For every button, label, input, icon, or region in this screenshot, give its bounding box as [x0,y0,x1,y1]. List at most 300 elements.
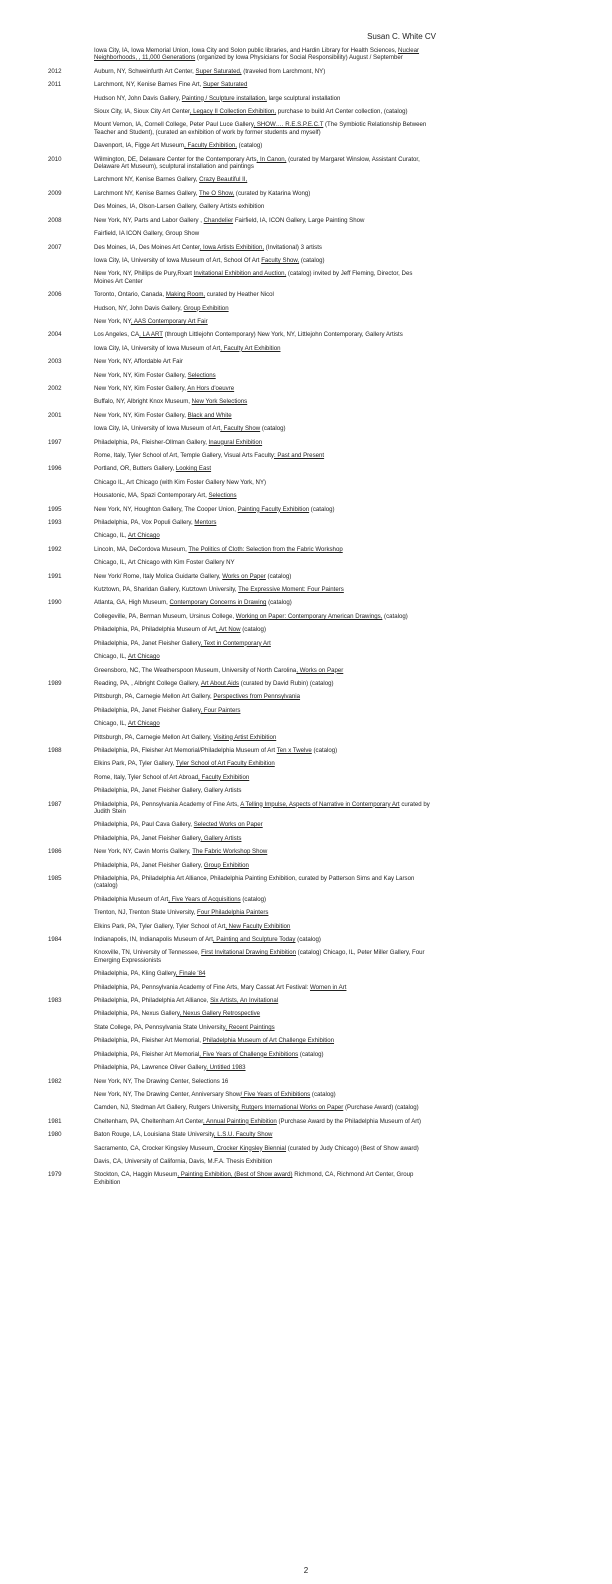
exhibition-entry [0,532,612,539]
exhibition-title: , L.S.U. Faculty Show [213,1131,273,1139]
entry-detail: Philadelphia, PA, Fleisher-Ollman Gallery, [94,438,209,446]
entry-text [94,1078,430,1085]
entry-year: 2003 [48,358,62,366]
exhibition-entry [0,506,612,513]
entry-detail: (Invitational) 3 artists [264,243,322,251]
entry-detail: (catalog) invited by Jeff Fleming, Director, Des Moines Art Center [94,270,413,285]
entry-year [0,787,94,794]
entry-text [94,108,430,115]
entry-year: 2012 [48,67,62,75]
exhibition-entry [0,653,612,660]
entry-detail: New York, NY, Kim Foster Gallery, [94,411,188,419]
entry-detail: Wilmington, DE, Delaware Center for the Contemporary Arts [94,155,257,163]
entry-year [0,949,94,964]
entry-detail: Pittsburgh, PA, Carnegie Mellon Art Gallery, [94,693,214,701]
entry-year [0,1091,94,1098]
entry-year: 1986 [48,848,62,856]
entry-text [94,81,430,88]
exhibition-entry [0,1064,612,1071]
entry-detail: Greensboro, NC, The Weatherspoon Museum, University of North Carolina [94,666,297,674]
exhibition-entry [0,519,612,526]
exhibition-entry [0,1010,612,1017]
exhibition-entry [0,398,612,405]
exhibition-title: A Telling Impulse, Aspects of Narrative in Contemporary Art [240,800,400,808]
entry-year [0,318,94,325]
exhibition-entry [0,693,612,700]
entry-detail: Philadelphia, PA, Vox Populi Gallery, [94,519,195,527]
entry-detail: (catalog) [295,936,321,944]
exhibition-title: An Hors d'oeuvre [187,384,235,392]
entry-year [0,532,94,539]
entry-year [0,108,94,115]
entry-detail: Des Moines, IA, Olson-Larsen Gallery, Gallery Artists exhibition [94,203,265,211]
entry-text [94,217,430,224]
entry-detail: Fairfield, IA, ICON Gallery, Large Painting Show [233,216,365,224]
exhibition-title: The Fabric Workshop Show [192,848,268,856]
entry-detail: Fairfield, IA ICON Gallery, Group Show [94,230,200,238]
exhibition-entry [0,747,612,754]
exhibition-entry [0,707,612,714]
entry-detail: New York, NY, Cavin Morris Gallery, [94,848,193,856]
exhibition-entry [0,862,612,869]
entry-detail: Philadelphia, PA, Fleisher Art Memorial/Philadelphia Museum of Art [94,746,277,754]
exhibition-entry [0,599,612,606]
entry-detail: (catalog) [240,626,266,634]
exhibition-entry [0,439,612,446]
entry-detail: curated by Heather Nicol [205,291,274,299]
entry-text [94,896,430,903]
entry-detail: Philadelphia, PA, Nexus Gallery [94,1010,180,1018]
entry-year [0,452,94,459]
exhibition-entry [0,142,612,149]
entry-year [0,1145,94,1152]
exhibition-entry [0,452,612,459]
entry-year [0,203,94,210]
entry-detail: (catalog) [310,1090,336,1098]
entry-detail: (catalog) Chicago, IL, Peter Miller Gallery, Four Emerging Expressionists [94,949,425,964]
entry-text [94,1010,430,1017]
entry-text [94,970,430,977]
exhibition-title: Selections [187,371,216,379]
exhibition-title: , Works on Paper [296,666,344,674]
exhibition-title: Crazy Beautiful II, [199,176,248,184]
exhibition-entry [0,479,612,486]
exhibition-entry [0,586,612,593]
entry-text [94,1051,430,1058]
entry-year: 2008 [48,216,62,224]
exhibition-title: Invitational Exhibition and Auction, [193,270,287,278]
entry-year: 1982 [48,1077,62,1085]
entry-detail: Davenport, IA, Figge Art Museum [94,142,185,150]
exhibition-entry [0,270,612,285]
entry-detail: (curated by Katarina Wong) [234,189,311,197]
entry-detail: Sacramento, CA, Crocker Kingsley Museum [94,1144,214,1152]
exhibition-entry [0,680,612,687]
entry-detail: Philadelphia, PA, Janet Fleisher Gallery [94,706,201,714]
entry-text [94,760,430,767]
entry-detail: Chicago, IL, [94,720,128,728]
exhibition-entry [0,801,612,816]
exhibition-entry [0,559,612,566]
entry-year [0,1024,94,1031]
entry-detail: New York, NY, Affordable Art Fair [94,358,183,366]
entry-detail: Larchmont, NY, Kenise Barnes Fine Art, [94,81,203,89]
exhibition-entry [0,774,612,781]
entry-text [94,257,430,264]
entry-detail: New York, NY, Phillips de Pury,Rxart [94,270,194,278]
entry-text [94,412,430,419]
entry-detail: Sioux City, IA, Sioux City Art Center [94,108,190,116]
entry-text [94,203,430,210]
entry-year: 1993 [48,519,62,527]
entry-year: 2002 [48,384,62,392]
entry-text [94,707,430,714]
entry-detail: Toronto, Ontario, Canada, [94,291,166,299]
entry-text [94,599,430,606]
exhibition-title: The O Show, [199,189,235,197]
entry-detail: Elkins Park, PA, Tyler Gallery, Tyler School of Art [94,922,226,930]
entry-detail: (The Symbiotic Relationship Between Teacher and Student), (curated an exhibition of work by former students and myself) [94,121,427,136]
exhibition-entry [0,492,612,499]
entry-text [94,439,430,446]
exhibition-title: Super Saturated, [195,67,242,75]
exhibition-entry [0,358,612,365]
exhibition-title: Group Exhibition [183,304,229,312]
entry-year [0,835,94,842]
exhibition-title: Looking East [175,465,212,473]
exhibition-title: Mentors [194,519,217,527]
entry-year: 1997 [48,438,62,446]
exhibition-entry [0,667,612,674]
entry-text [94,787,430,794]
exhibition-title: Contemporary Concerns in Drawing [169,599,267,607]
exhibition-title: Faculty Show, [261,256,300,264]
exhibition-entry [0,909,612,916]
entry-year [0,270,94,285]
entry-text [94,372,430,379]
exhibition-title: The Expressive Moment: Four Painters [238,586,344,594]
entry-detail: Philadelphia, PA, Lawrence Oliver Gallery [94,1064,207,1072]
entry-year [0,734,94,741]
entry-text [94,47,430,62]
exhibition-title: , Faculty Exhibition, [184,142,237,150]
exhibition-title: Painting Faculty Exhibition [237,505,310,513]
exhibition-title: , Five Years of Acquisitions [168,895,241,903]
entry-detail: Lincoln, MA, DeCordova Museum, [94,545,189,553]
entry-text [94,1091,430,1098]
exhibition-entry [0,546,612,553]
page-number: 2 [303,1566,309,1575]
entry-year [0,176,94,183]
entry-detail: large sculptural installation [266,94,341,102]
entry-text [94,586,430,593]
entry-detail: Chicago, IL, [94,653,128,661]
exhibition-title: Nuclear Neighborhoods, , 11,000 Generations [94,47,420,62]
entry-year [0,1010,94,1017]
entry-year: 1995 [48,505,62,513]
exhibition-entry [0,821,612,828]
entry-year: 1989 [48,679,62,687]
entry-text [94,95,430,102]
exhibition-entry [0,217,612,224]
entry-year [0,760,94,767]
entry-year: 2007 [48,243,62,251]
entry-detail: Elkins Park, PA, Tyler Gallery, [94,760,176,768]
entry-detail: Iowa City, IA, University of Iowa Museum of Art [94,344,221,352]
entry-year [0,1051,94,1058]
entry-year: 1992 [48,545,62,553]
exhibition-title: Tyler School of Art Faculty Exhibition [175,760,275,768]
entry-year [0,613,94,620]
entry-text [94,176,430,183]
entry-year: 1985 [48,875,62,882]
entry-detail: Larchmont NY, Kenise Barnes Gallery, [94,189,199,197]
entry-text [94,68,430,75]
entry-detail: (curated by David Rubin) (catalog) [239,679,334,687]
entry-text [94,156,430,171]
entry-year [0,626,94,633]
exhibition-title: Art Chicago [127,653,160,661]
exhibition-entry [0,848,612,855]
entry-detail: Cheltenham, PA, Cheltenham Art Center [94,1117,203,1125]
entry-text [94,1145,430,1152]
exhibition-title: , Rutgers International Works on Paper [238,1104,344,1112]
entry-year [0,640,94,647]
entry-detail: Philadelphia, PA, Fleisher Art Memorial [94,1050,200,1058]
entry-detail: Philadelphia, PA, Paul Cava Gallery, [94,821,194,829]
exhibition-title: , Iowa Artists Exhibition, [199,243,265,251]
entry-detail: Trenton, NJ, Trenton State University, [94,909,197,917]
entry-year [0,693,94,700]
entry-detail: (curated by Margaret Winslow, Assistant Curator, Delaware Art Museum), sculptural installation and paintings [94,155,420,171]
entry-text [94,1064,430,1071]
exhibition-entry [0,425,612,432]
entry-year: 2010 [48,155,62,163]
entry-year [0,305,94,312]
entry-text [94,1118,430,1125]
entry-year [0,1037,94,1044]
exhibition-title: Super Saturated [202,81,248,89]
entry-text [94,385,430,392]
entry-year: 2004 [48,331,62,339]
entry-detail: Chicago, IL, Art Chicago with Kim Foster Gallery NY [94,559,235,567]
entry-detail: New York, NY, The Drawing Center, Anniversary Show [94,1090,241,1098]
exhibition-entry [0,156,612,171]
entry-year: 1984 [48,936,62,944]
exhibition-title: , Faculty Exhibition [198,773,250,781]
entry-detail: Philadelphia, PA, Janet Fleisher Gallery, [94,861,204,869]
entry-text [94,1131,430,1138]
entry-text [94,479,430,486]
exhibition-title: Four Philadelphia Painters [196,909,269,917]
exhibition-title: Perspectives from Pennsylvania [213,693,301,701]
entry-text [94,506,430,513]
exhibition-title: / Five Years of Exhibitions [240,1090,311,1098]
entry-detail: Philadelphia, PA, Kling Gallery [94,970,176,978]
entry-year [0,707,94,714]
exhibition-entry [0,626,612,633]
entry-detail: Pittsburgh, PA, Carnegie Mellon Art Gallery, [94,733,214,741]
exhibition-title: , Art Now [215,626,241,634]
entry-text [94,747,430,754]
entry-detail: New York, NY, Kim Foster Gallery, [94,384,188,392]
entry-detail: (through Littlejohn Contemporary) New York, NY, Littlejohn Contemporary, Gallery Artists [162,331,403,339]
exhibition-entry [0,760,612,767]
entry-detail: Mount Vernon, IA, Cornell College, Peter Paul Luce Gallery [94,121,254,129]
exhibition-title: Chandelier [203,216,234,224]
exhibition-entry [0,291,612,298]
entry-text [94,345,430,352]
entry-year [0,47,94,62]
entry-text [94,230,430,237]
exhibition-title: , Recent Paintings [225,1023,275,1031]
entry-detail: curated by Judith Stein [94,800,430,815]
entry-detail: Indianapolis, IN, Indianapolis Museum of Art [94,936,213,944]
exhibition-title: Inaugural Exhibition [208,438,263,446]
entry-detail: Knoxville, TN, University of Tennessee, [94,949,202,957]
exhibition-entry [0,318,612,325]
exhibition-title: , LA ART [139,331,163,339]
entry-year [0,970,94,977]
exhibition-title: Black and White [187,411,232,419]
exhibition-entry [0,923,612,930]
exhibition-entry [0,68,612,75]
entry-detail: (Purchase Award by the Philadelphia Museum of Art) [276,1117,422,1125]
entry-year [0,984,94,991]
exhibition-entry [0,1024,612,1031]
entry-text [94,546,430,553]
entry-text [94,331,430,338]
exhibition-title: Works on Paper [222,572,266,580]
entry-year: 2009 [48,189,62,197]
exhibition-entry [0,720,612,727]
entry-text [94,121,430,136]
entry-detail: Rome, Italy, Tyler School of Art Abroad [94,773,199,781]
entry-year: 1983 [48,997,62,1005]
entry-detail: (catalog) [382,612,408,620]
entry-text [94,923,430,930]
entry-detail: Philadelphia, PA, Philadelphia Art Alliance, Philadelphia Painting Exhibition, curated by Patterson Sims and Kay Larson (catalog) [94,875,415,890]
entry-detail: Philadelphia, PA, Janet Fleisher Gallery, Gallery Artists [94,787,242,795]
entry-detail: (catalog) [309,505,335,513]
exhibition-entry [0,875,612,890]
entry-year [0,653,94,660]
entry-detail: Stockton, CA, Haggin Museum [94,1171,178,1179]
exhibition-title: First Invitational Drawing Exhibition [201,949,296,957]
entry-year: 1996 [48,465,62,473]
exhibition-list [0,47,612,1192]
entry-text [94,821,430,828]
entry-year [0,667,94,674]
exhibition-entry [0,412,612,419]
entry-text [94,667,430,674]
entry-detail: Portland, OR, Butters Gallery, [94,465,176,473]
entry-year: 1990 [48,599,62,607]
entry-text [94,734,430,741]
entry-year: 1991 [48,572,62,580]
entry-text [94,949,430,964]
entry-detail: Iowa City, IA, University of Iowa Museum of Art, School Of Art [94,256,262,264]
entry-detail: Atlanta, GA, High Museum, [94,599,170,607]
exhibition-title: , New Faculty Exhibition [225,922,291,930]
exhibition-title: , Crocker Kingsley Biennial [213,1144,287,1152]
entry-text [94,1037,430,1044]
entry-text [94,142,430,149]
entry-detail: Philadelphia, PA, Philadelphia Museum of Art [94,626,216,634]
entry-text [94,465,430,472]
entry-text [94,984,430,991]
entry-detail: Hudson, NY, John Davis Gallery, [94,304,184,312]
entry-text [94,1104,430,1111]
entry-year: 2006 [48,291,62,299]
entry-detail: Auburn, NY, Schweinfurth Art Center, [94,67,196,75]
entry-text [94,492,430,499]
exhibition-entry [0,345,612,352]
entry-text [94,720,430,727]
entry-text [94,936,430,943]
exhibition-entry [0,573,612,580]
entry-detail: (organized by Iowa Physicians for Social Responsibility) August / September [195,54,403,62]
exhibition-title: Selected Works on Paper [193,821,263,829]
entry-year: 1980 [48,1131,62,1139]
exhibition-title: , AAS Contemporary Art Fair [130,317,208,325]
exhibition-title: Philadelphia Museum of Art Challenge Exhibition [202,1037,335,1045]
exhibition-title: , Faculty Art Exhibition [220,344,281,352]
exhibition-entry [0,257,612,264]
exhibition-title: Women in Art [309,983,347,991]
entry-text [94,1158,430,1165]
exhibition-entry [0,1091,612,1098]
entry-year: 2011 [48,81,62,89]
exhibition-entry [0,47,612,62]
entry-year: 1988 [48,746,62,754]
entry-year [0,909,94,916]
exhibition-entry [0,1037,612,1044]
exhibition-entry [0,1118,612,1125]
entry-detail: Kutztown, PA, Sharidan Gallery, Kutztown University, [94,586,239,594]
entry-year: 1981 [48,1117,62,1125]
entry-year [0,923,94,930]
entry-text [94,305,430,312]
entry-year [0,479,94,486]
exhibition-title: , Painting and Sculpture Today [212,936,296,944]
entry-detail: New York/ Rome, Italy Molica Guidarte Gallery, [94,572,223,580]
exhibition-title: , Gallery Artists [200,834,242,842]
exhibition-entry [0,734,612,741]
entry-detail: State College, PA, Pennsylvania State University [94,1023,226,1031]
entry-text [94,997,430,1004]
exhibition-entry [0,1078,612,1085]
entry-year [0,1104,94,1111]
entry-text [94,875,430,890]
exhibition-entry [0,1171,612,1186]
exhibition-entry [0,190,612,197]
entry-detail: Philadelphia Museum of Art [94,895,169,903]
entry-text [94,653,430,660]
exhibition-title: , Painting Exhibition, (Best of Show award) [177,1171,293,1179]
entry-text [94,801,430,816]
exhibition-title: Working on Paper: Contemporary American Drawings, [235,612,383,620]
entry-text [94,626,430,633]
entry-text [94,291,430,298]
entry-detail: Reading, PA, , Albright College Gallery, [94,679,201,687]
exhibition-entry [0,613,612,620]
exhibition-entry [0,936,612,943]
exhibition-entry [0,970,612,977]
exhibition-title: Art About Aids [200,679,240,687]
entry-year [0,425,94,432]
entry-year: 2001 [48,411,62,419]
